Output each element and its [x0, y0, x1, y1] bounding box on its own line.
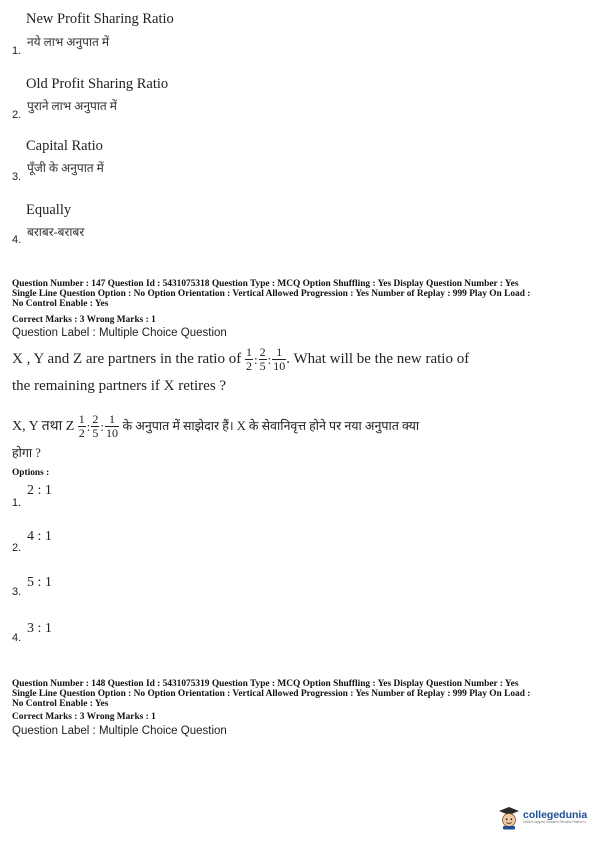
option-4-value[interactable]: 3 : 1 [27, 621, 52, 636]
question-label: Question Label : Multiple Choice Question [12, 725, 227, 737]
option-4-hindi: बराबर-बराबर [27, 225, 85, 239]
fraction-z: $\frac{1}{10}$ [273, 345, 286, 374]
question-text-prefix: X , Y and Z are partners in the ratio of [12, 351, 242, 367]
option-3-value[interactable]: 5 : 1 [27, 575, 52, 590]
question-text-hindi-line-2: होगा ? [12, 446, 41, 460]
option-2-number: 2. [12, 109, 22, 121]
option-2-hindi: पुराने लाभ अनुपात में [27, 99, 117, 113]
option-2-english: Old Profit Sharing Ratio [26, 76, 169, 92]
fraction-z-hindi: $\frac{1}{10}$ [106, 412, 119, 441]
option-1-number: 1. [12, 497, 22, 509]
option-3-number: 3. [12, 171, 22, 183]
meta-line-2: Single Line Question Option : No Option Orientation : Vertical Allowed Progression : Yes Number of Replay : 999 Play On Load : [12, 689, 531, 700]
question-meta [12, 679, 530, 710]
hindi-text-suffix: के अनुपात में साझेदार हैं। X के सेवानिवृत्त होने पर नया अनुपात क्या [122, 419, 420, 433]
fraction-y-hindi: $\frac{2}{5}$ [92, 412, 99, 441]
option-4-number: 4. [12, 632, 22, 644]
collegedunia-logo [498, 806, 587, 830]
graduate-mascot-icon [498, 806, 520, 830]
option-1-value[interactable]: 2 : 1 [27, 483, 52, 498]
hindi-text-prefix: X, Y तथा Z [12, 419, 75, 434]
question-text-english-line-2: the remaining partners if X retires ? [12, 378, 227, 394]
fraction-x-hindi: $\frac{1}{2}$ [78, 412, 85, 441]
option-3-number: 3. [12, 586, 22, 598]
option-3-hindi: पूँजी के अनुपात में [27, 161, 104, 175]
logo-brand-text: collegedunia [523, 809, 588, 821]
meta-line-1: Question Number : 147 Question Id : 5431075318 Question Type : MCQ Option Shuffling : Yes Display Question Number : Yes [12, 279, 519, 289]
question-label: Question Label : Multiple Choice Question [12, 327, 227, 339]
logo-tagline: India's largest Student Review Platform [523, 820, 586, 824]
options-heading: Options : [12, 468, 50, 478]
question-meta [12, 279, 530, 310]
meta-line-3: No Control Enable : Yes [12, 699, 109, 710]
marks-info: Correct Marks : 3 Wrong Marks : 1 [12, 315, 156, 325]
question-text-hindi: X, Y तथा Z $\frac{1}{2}$ : $\frac{2}{5}$ : $\frac{1}{10}$ के अनुपात में साझेदार हैं। X के सेवानिवृत्त होने पर नया अनुपात क्या [12, 412, 420, 441]
option-4-english: Equally [26, 202, 72, 218]
option-1-number: 1. [12, 45, 22, 57]
meta-line-1: Question Number : 148 Question Id : 5431075319 Question Type : MCQ Option Shuffling : Yes Display Question Number : Yes [12, 679, 519, 689]
meta-line-3: No Control Enable : Yes [12, 299, 109, 310]
option-1-english: New Profit Sharing Ratio [26, 11, 174, 27]
question-text-english: X , Y and Z are partners in the ratio of $\frac{1}{2}$ : $\frac{2}{5}$ : $\frac{1}{10}$ . What will be the new ratio of [12, 345, 470, 374]
option-2-number: 2. [12, 542, 22, 554]
question-text-suffix: . What will be the new ratio of [286, 351, 470, 367]
option-4-number: 4. [12, 234, 22, 246]
meta-line-2: Single Line Question Option : No Option Orientation : Vertical Allowed Progression : Yes Number of Replay : 999 Play On Load : [12, 289, 531, 300]
fraction-y: $\frac{2}{5}$ [259, 345, 266, 374]
option-2-value[interactable]: 4 : 1 [27, 529, 52, 544]
marks-info: Correct Marks : 3 Wrong Marks : 1 [12, 712, 156, 722]
option-3-english: Capital Ratio [26, 138, 103, 154]
option-1-hindi: नये लाभ अनुपात में [27, 35, 110, 49]
fraction-x: $\frac{1}{2}$ [245, 345, 252, 374]
